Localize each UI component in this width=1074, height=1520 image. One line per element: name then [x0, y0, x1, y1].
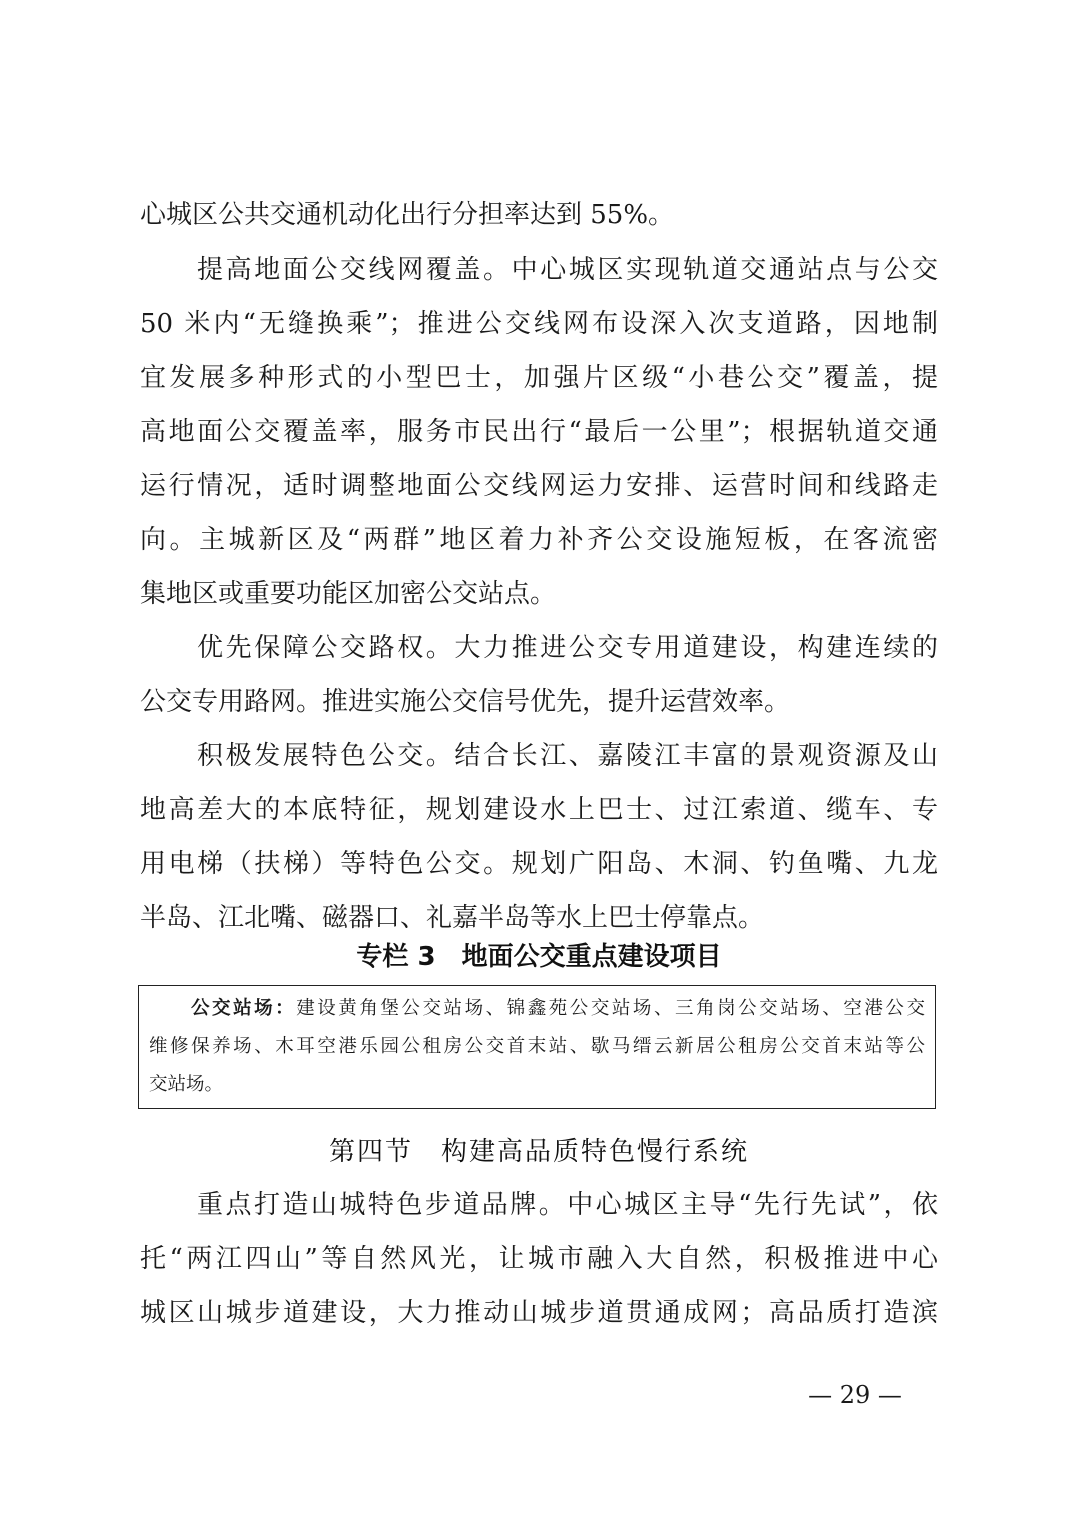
column-box-line: 交站场。: [149, 1074, 224, 1095]
page-number: — 29 —: [808, 1381, 902, 1409]
paragraph-line: 高地面公交覆盖率，服务市民出行“最后一公里”；根据轨道交通: [140, 417, 938, 447]
paragraph-line: 向。主城新区及“两群”地区着力补齐公交设施短板，在客流密: [140, 525, 938, 555]
paragraph-line: 心城区公共交通机动化出行分担率达到 55%。: [140, 200, 675, 230]
paragraph-line: 公交专用路网。推进实施公交信号优先，提升运营效率。: [140, 687, 791, 717]
paragraph-line: 重点打造山城特色步道品牌。中心城区主导“先行先试”，依: [197, 1190, 938, 1220]
paragraph-line: 宜发展多种形式的小型巴士，加强片区级“小巷公交”覆盖，提: [140, 363, 938, 393]
paragraph-line: 提高地面公交线网覆盖。中心城区实现轨道交通站点与公交: [197, 255, 938, 285]
column-title: 专栏 3 地面公交重点建设项目: [356, 942, 722, 972]
paragraph-line: 地高差大的本底特征，规划建设水上巴士、过江索道、缆车、专: [140, 795, 938, 825]
column-box-label: 公交站场：: [191, 998, 297, 1019]
paragraph-line: 用电梯（扶梯）等特色公交。规划广阳岛、木洞、钓鱼嘴、九龙: [140, 849, 938, 879]
paragraph-line: 半岛、江北嘴、磁器口、礼嘉半岛等水上巴士停靠点。: [140, 903, 765, 933]
paragraph-line: 运行情况，适时调整地面公交线网运力安排、运营时间和线路走: [140, 471, 938, 501]
paragraph-line: 集地区或重要功能区加密公交站点。: [140, 579, 557, 609]
column-box: [138, 985, 936, 1109]
column-box-line: 维修保养场、木耳空港乐园公租房公交首末站、歇马缙云新居公租房公交首末站等公: [149, 1036, 925, 1057]
paragraph-line: 优先保障公交路权。大力推进公交专用道建设，构建连续的: [197, 633, 938, 663]
paragraph-line: 城区山城步道建设，大力推动山城步道贯通成网；高品质打造滨: [140, 1298, 938, 1328]
column-box-line: [191, 996, 925, 1022]
paragraph-line: 50 米内“无缝换乘”；推进公交线网布设深入次支道路，因地制: [140, 309, 938, 339]
paragraph-line: 托“两江四山”等自然风光，让城市融入大自然，积极推进中心: [140, 1244, 938, 1274]
section-title: 第四节 构建高品质特色慢行系统: [328, 1137, 749, 1167]
paragraph-line: 积极发展特色公交。结合长江、嘉陵江丰富的景观资源及山: [197, 741, 938, 771]
column-box-text: 建设黄角堡公交站场、锦鑫苑公交站场、三角岗公交站场、空港公交: [296, 998, 925, 1019]
